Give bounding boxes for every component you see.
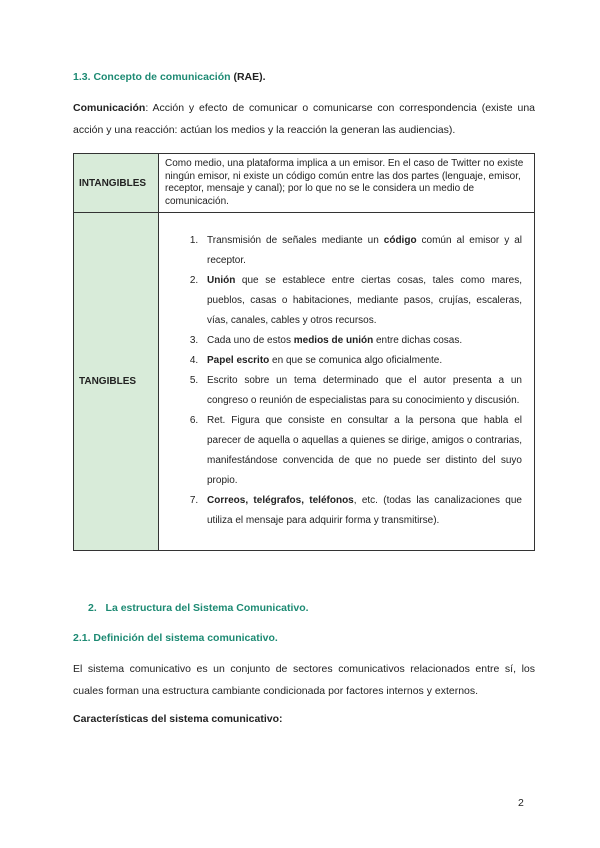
list-item: 5. Escrito sobre un tema determinado que el autor presenta a un congreso o reunión de especialistas para su conocimiento y discusión. (201, 371, 522, 411)
section-heading-1-3 (73, 71, 266, 83)
tangibles-label: TANGIBLES (74, 213, 159, 551)
section-title-suffix: (RAE). (233, 71, 266, 83)
definition-paragraph (73, 97, 535, 141)
definition-text: : Acción y efecto de comunicar o comunicarse con correspondencia (existe una acción y una reacción: actúan los medios y la reacción la generan las audiencias). (73, 102, 535, 136)
intangibles-text: Como medio, una plataforma implica a un emisor. En el caso de Twitter no existe ningún emisor, ni existe un código común entre las dos partes (lenguaje, emisor, receptor, mensaje y canal); por lo que no se le considera un medio de comunicación. (159, 154, 535, 213)
list-item: 3. Cada uno de estos medios de unión entre dichas cosas. (201, 331, 522, 351)
section-title: Concepto de comunicación (93, 71, 231, 83)
characteristics-heading: Características del sistema comunicativo: (73, 713, 283, 725)
list-item: 7. Correos, telégrafos, teléfonos, etc. (todas las canalizaciones que utiliza el mensaje para adquirir forma y transmitirse). (201, 491, 522, 531)
section-21-title: 2.1. Definición del sistema comunicativo. (73, 632, 278, 644)
section-heading-2 (88, 602, 309, 614)
list-item: 4. Papel escrito en que se comunica algo oficialmente. (201, 351, 522, 371)
table-row-intangibles (74, 154, 535, 213)
section-2-title: La estructura del Sistema Comunicativo. (105, 602, 309, 614)
section-number: 1.3. (73, 71, 91, 83)
system-paragraph: El sistema comunicativo es un conjunto de sectores comunicativos relacionados entre sí, los cuales forman una estructura cambiante condicionada por factores internos y externos. (73, 663, 535, 697)
page-number: 2 (518, 797, 524, 809)
tangibles-list (165, 231, 522, 531)
communication-table (73, 153, 535, 551)
list-item: 6. Ret. Figura que consiste en consultar a la persona que habla el parecer de aquella o aquellas a quienes se dirige, amigos o contrarias, manifestándose convencida de que no puede ser distinto del suyo propio. (201, 411, 522, 491)
section-2-number: 2. (88, 602, 97, 614)
list-item: 1. Transmisión de señales mediante un código común al emisor y al receptor. (201, 231, 522, 271)
definition-term: Comunicación (73, 102, 146, 114)
tangibles-cell (159, 213, 535, 551)
intangibles-label: INTANGIBLES (74, 154, 159, 213)
table-row-tangibles (74, 213, 535, 551)
list-item: 2. Unión que se establece entre ciertas cosas, tales como mares, pueblos, casas o habitaciones, mediante pasos, crujías, escaleras, vías, canales, cables y otros recursos. (201, 271, 522, 331)
section-heading-2-1 (73, 632, 278, 644)
